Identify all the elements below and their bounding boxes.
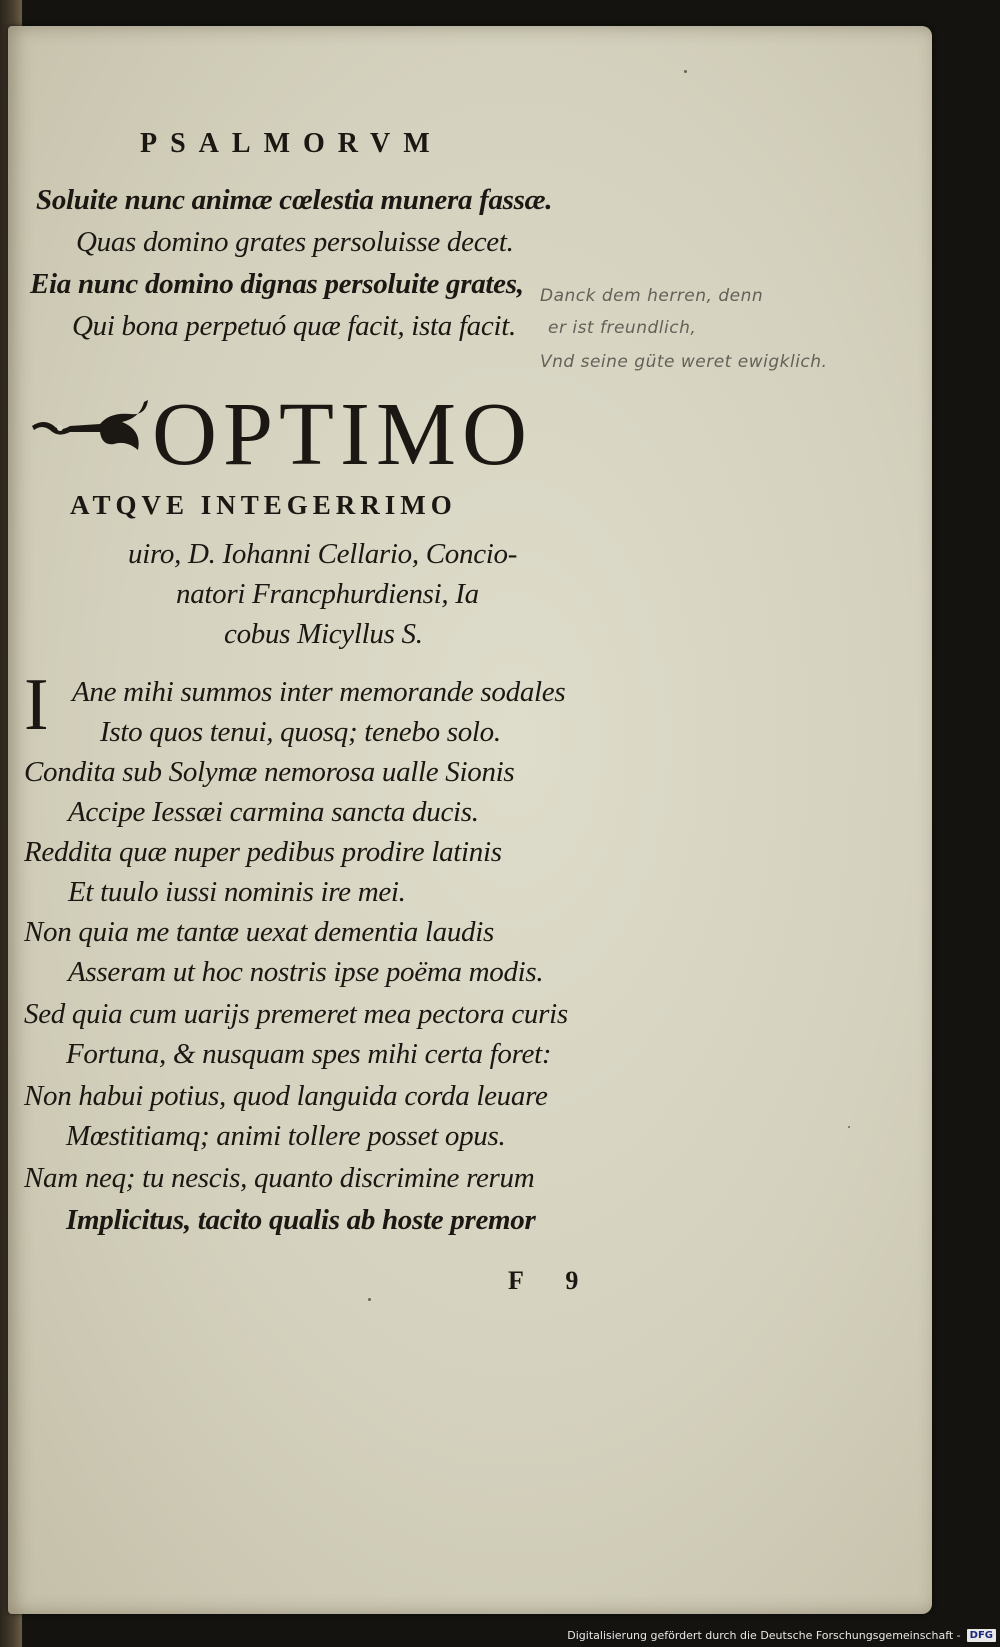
poem-line: Isto quos tenui, quosq; tenebo solo. <box>100 716 501 748</box>
poem-line: Sed quia cum uarijs premeret mea pectora curis <box>24 998 568 1030</box>
verse-line: Qui bona perpetuó quæ facit, ista facit. <box>72 310 516 342</box>
poem-line: Non habui potius, quod languida corda leuare <box>24 1080 548 1112</box>
digitization-footer <box>567 1623 1000 1647</box>
poem-line: Nam neq; tu nescis, quanto discrimine rerum <box>24 1162 535 1194</box>
paper-speck <box>848 1126 850 1128</box>
paper-speck <box>368 1298 371 1301</box>
dedication-subtitle: ATQVE INTEGERRIMO <box>70 490 457 520</box>
poem-line: Reddita quæ nuper pedibus prodire latinis <box>24 836 502 868</box>
poem-line: Implicitus, tacito qualis ab hoste premor <box>66 1204 536 1236</box>
poem-line: Ane mihi summos inter memorande sodales <box>72 676 566 708</box>
poem-line: Mœstitiamq; animi tollere posset opus. <box>66 1120 506 1152</box>
verse-line: Eia nunc domino dignas persoluite grates, <box>30 268 524 300</box>
poem-line: Asseram ut hoc nostris ipse poëma modis. <box>68 956 544 988</box>
drop-cap-initial: I <box>24 664 49 746</box>
poem-line: Accipe Iessæi carmina sancta ducis. <box>68 796 479 828</box>
poem-line: Fortuna, & nusquam spes mihi certa foret: <box>66 1038 552 1070</box>
poem-line: Et tuulo iussi nominis ire mei. <box>68 876 406 908</box>
dedication-line: cobus Micyllus S. <box>224 618 423 650</box>
dfg-logo-icon: DFG <box>967 1629 996 1642</box>
handwritten-annotation: Danck dem herren, denn <box>540 286 764 306</box>
handwritten-annotation: er ist freundlich, <box>548 318 697 338</box>
dedication-line: uiro, D. Iohanni Cellario, Concio- <box>128 538 518 570</box>
verse-line: Soluite nunc animæ cœlestia munera fassæ. <box>36 184 553 216</box>
poem-line: Non quia me tantæ uexat dementia laudis <box>24 916 494 948</box>
running-head: PSALMORVM <box>140 128 443 159</box>
signature-mark: F 9 <box>508 1266 597 1295</box>
poem-line: Condita sub Solymæ nemorosa ualle Sionis <box>24 756 515 788</box>
handwritten-annotation: Vnd seine güte weret ewigklich. <box>540 352 828 372</box>
dedication-title: OPTIMO <box>152 385 534 484</box>
fleuron-ornament-icon <box>30 392 150 460</box>
verse-line: Quas domino grates persoluisse decet. <box>76 226 514 258</box>
dedication-line: natori Francphurdiensi, Ia <box>176 578 479 610</box>
footer-credit: Digitalisierung gefördert durch die Deutsche Forschungsgemeinschaft - <box>567 1628 961 1642</box>
paper-speck <box>684 70 687 73</box>
